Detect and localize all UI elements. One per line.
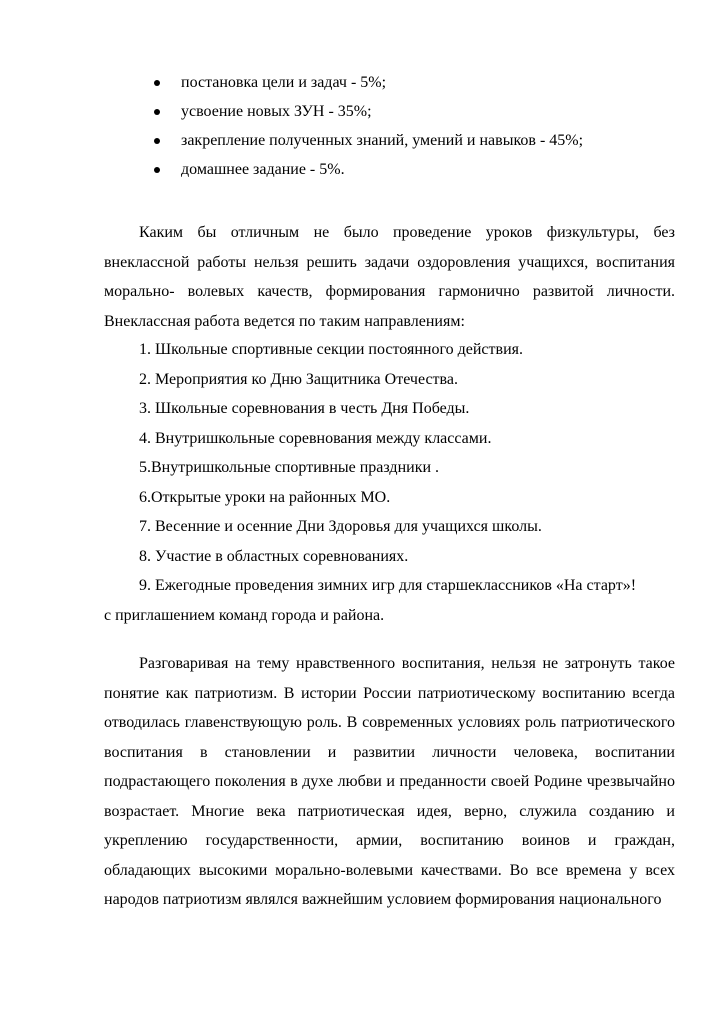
paragraph-extracurricular: Каким бы отличным не было проведение уроков физкультуры, без внеклассной работы нельзя решить задачи оздоровления учащихся, воспитания морально- волевых качеств, формирования гармонично развитой личности. Внеклассная работа ведется по таким направлениям: bbox=[104, 224, 675, 330]
bullet-item bbox=[150, 68, 690, 97]
numbered-item: 6.Открытые уроки на районных МО. bbox=[139, 488, 391, 506]
numbered-item: 9. Ежегодные проведения зимних игр для старшеклассников «На старт»! bbox=[139, 577, 637, 594]
numbered-item: 3. Школьные соревнования в честь Дня Победы. bbox=[139, 400, 470, 417]
bullet-text: домашнее задание - 5%. bbox=[181, 161, 345, 178]
numbered-item-continuation: с приглашением команд города и района. bbox=[104, 606, 385, 624]
numbered-item: 5.Внутришкольные спортивные праздники . bbox=[139, 459, 440, 476]
numbered-item: 7. Весенние и осенние Дни Здоровья для учащихся школы. bbox=[139, 518, 542, 535]
bullet-dot-icon bbox=[154, 109, 160, 115]
numbered-list bbox=[104, 335, 675, 630]
bullet-item bbox=[150, 97, 690, 126]
bullet-item bbox=[150, 155, 690, 184]
numbered-item: 4. Внутришкольные соревнования между классами. bbox=[139, 429, 492, 447]
bullet-item bbox=[150, 126, 690, 155]
bullet-text: закрепление полученных знаний, умений и навыков - 45%; bbox=[181, 132, 584, 149]
bullet-list bbox=[150, 68, 690, 184]
numbered-item: 2. Мероприятия ко Дню Защитника Отечества. bbox=[139, 370, 458, 388]
bullet-dot-icon bbox=[154, 80, 160, 86]
bullet-text: усвоение новых ЗУН - 35%; bbox=[181, 103, 372, 120]
bullet-dot-icon bbox=[154, 138, 160, 144]
numbered-item: 8. Участие в областных соревнованиях. bbox=[139, 547, 409, 565]
bullet-text: постановка цели и задач - 5%; bbox=[181, 74, 387, 91]
bullet-dot-icon bbox=[154, 167, 160, 173]
numbered-item: 1. Школьные спортивные секции постоянного действия. bbox=[139, 341, 523, 358]
paragraph-patriotism: Разговаривая на тему нравственного воспитания, нельзя не затронуть такое понятие как патриотизм. В истории России патриотическому воспитанию всегда отводилась главенствующую роль. В современных условиях роль патриотического воспитания в становлении и развитии личности человека, воспитании подрастающего поколения в духе любви и преданности своей Родине чрезвычайно возрастает. Многие века патриотическая идея, верно, служила созданию и укреплению государственности, армии, воспитанию воинов и граждан, обладающих высокими морально-волевыми качествами. Во все времена у всех народов патриотизм являлся важнейшим условием формирования национального bbox=[104, 655, 675, 908]
